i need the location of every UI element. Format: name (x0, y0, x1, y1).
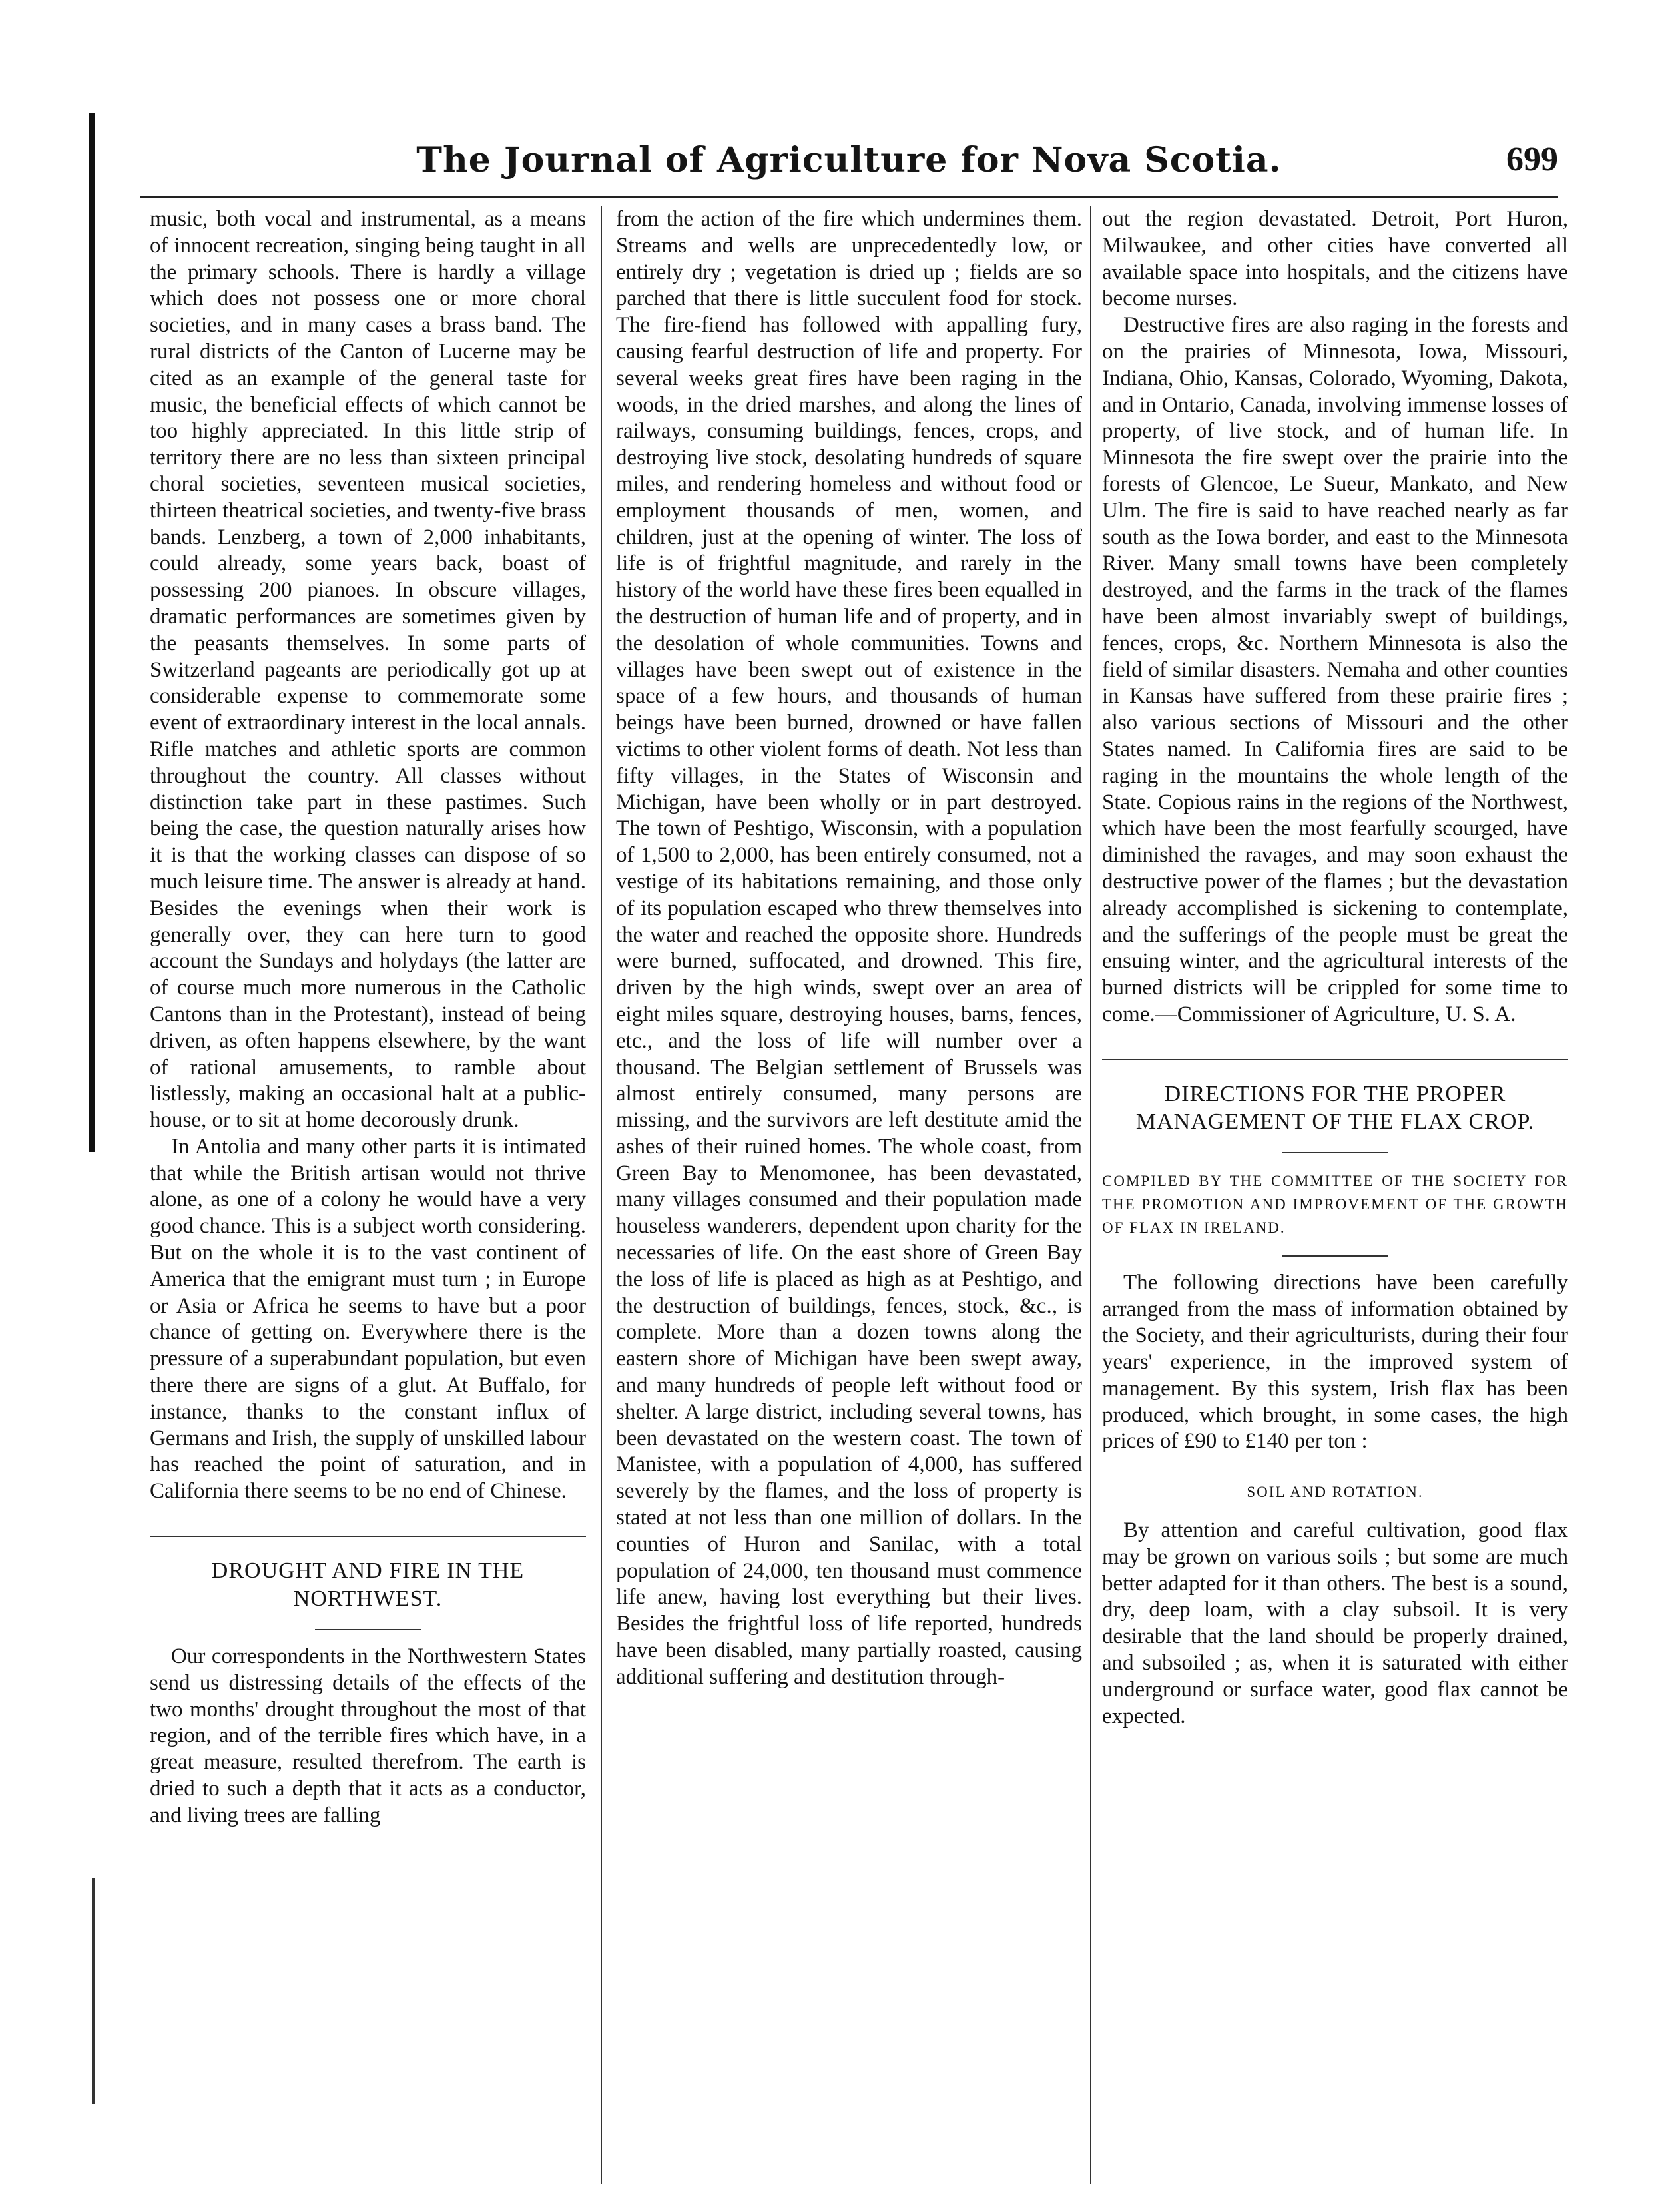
column-2 (616, 206, 1082, 2191)
paragraph: The following directions have been carefully arranged from the mass of information obtained by the Society, and their agriculturists, during their four years' experience, in the improved system of management. By this system, Irish flax has been produced, which brought, in some cases, the high prices of £90 to £140 per ton : (1102, 1270, 1568, 1454)
column-divider (601, 206, 602, 2184)
paragraph: Destructive fires are also raging in the forests and on the prairies of Minnesota, Iowa, Missouri, Indiana, Ohio, Kansas, Colorado, Wyoming, Dakota, and in Ontario, Canada, involving immense losses of property, of live stock, and of human life. In Minnesota the fire swept over the prairie into the forests of Glencoe, Le Sueur, Mankato, and New Ulm. The fire is said to have reached nearly as far south as the Iowa border, and east to the Minnesota River. Many small towns have been completely destroyed, and the farms in the track of the flames have been almost invariably swept of buildings, fences, crops, &c. Northern Minnesota is also the field of similar disasters. Nemaha and other counties in Kansas have suffered from these prairie fires ; also various sections of Missouri and the other States named. In California fires are said to be raging in the mountains the whole length of the State. Copious rains in the regions of the Northwest, which have been the most fearfully scourged, have diminished the ravages, and may soon exhaust the destructive power of the flames ; but the devastation already accomplished is sickening to contemplate, and the sufferings of the people must be great the ensuing winter, and the agricultural interests of the burned districts will be crippled for some time to come.—Commissioner of Agriculture, U. S. A. (1102, 313, 1568, 1026)
paragraph: Our correspondents in the Northwestern States send us distressing details of the effects of the two months' drought throughout the most of that region, and of the terrible fires which have, in a great measure, resulted therefrom. The earth is dried to such a depth that it acts as a conductor, and living trees are falling (150, 1644, 586, 1827)
section-rule (1102, 1059, 1568, 1060)
section-rule (150, 1536, 586, 1537)
paragraph: In Antolia and many other parts it is intimated that while the British artisan would not thrive alone, as one of a colony he would have a very good chance. This is a subject worth considering. But on the whole it is to the vast continent of America that the emigrant must turn ; in Europe or Asia or Africa he seems to have but a poor chance of getting on. Everywhere there is the pressure of a superabundant population, but even there there are signs of a glut. At Buffalo, for instance, thanks to the constant influx of Germans and Irish, the supply of unskilled labour has reached the point of saturation, and in California there seems to be no end of Chinese. (150, 1134, 586, 1504)
article-heading-flax: DIRECTIONS FOR THE PROPER MANAGEMENT OF THE FLAX CROP. (1135, 1081, 1535, 1134)
running-title: The Journal of Agriculture for Nova Scotia. (416, 140, 1282, 180)
heading-rule (315, 1629, 421, 1630)
section-heading-soil: SOIL AND ROTATION. (1247, 1484, 1424, 1501)
page-edge-shadow (89, 113, 95, 1152)
paragraph: out the region devastated. Detroit, Port Huron, Milwaukee, and other cities have converted all available space into hospitals, and the citizens have become nurses. (1102, 207, 1568, 311)
article-subheading: COMPILED BY THE COMMITTEE OF THE SOCIETY FOR THE PROMOTION AND IMPROVEMENT OF THE GROWTH OF FLAX IN IRELAND. (1102, 1172, 1568, 1236)
paragraph: from the action of the fire which undermines them. Streams and wells are unprecedentedly low, or entirely dry ; vegetation is dried up ; fields are so parched that there is little succulent food for stock. The fire-fiend has followed with appalling fury, causing fearful destruction of life and property. For several weeks great fires have been raging in the woods, in the dried marshes, and along the lines of railways, consuming buildings, fences, crops, and destroying live stock, desolating hundreds of square miles, and rendering homeless and without food or employment thousands of men, women, and children, just at the opening of winter. The loss of life is of frightful magnitude, and rarely in the history of the world have these fires been equalled in the destruction of human life and of property, and in the desolation of whole communities. Towns and villages have been swept out of existence in the space of a few hours, and thousands of human beings have been burned, drowned or have fallen victims to other violent forms of death. Not less than fifty villages, in the States of Wisconsin and Michigan, have been wholly or in part destroyed. The town of Peshtigo, Wisconsin, with a population of 1,500 to 2,000, has been entirely consumed, not a vestige of its habitations remaining, and those only of its population escaped who threw themselves into the water and reached the opposite shore. Hundreds were burned, suffocated, and drowned. This fire, driven by the high winds, swept over an area of eight miles square, destroying houses, barns, fences, etc., and the loss of life will number over a thousand. The Belgian settlement of Brussels was almost entirely consumed, many persons are missing, and the survivors are left destitute amid the ashes of their ruined homes. The whole coast, from Green Bay to Menomonee, has been devastated, many villages consumed and their population made houseless wanderers, dependent upon charity for the necessaries of life. On the east shore of Green Bay the loss of life is placed as high as at Peshtigo, and the destruction of buildings, fences, stock, &c., is complete. More than a dozen towns along the eastern shore of Michigan have been swept away, and many hundreds of people left without food or shelter. A large district, including several towns, has been devastated on the western coast. The town of Manistee, with a population of 4,000, has suffered severely by the flames, and the loss of property is stated at not less than one million of dollars. In the counties of Huron and Sanilac, with a total population of 24,000, ten thousand must commence life anew, having lost everything but their lives. Besides the frightful loss of life reported, hundreds have been disabled, many partially roasted, causing additional suffering and destitution through- (616, 207, 1082, 1689)
paragraph: music, both vocal and instrumental, as a means of innocent recreation, singing being taught in all the primary schools. There is hardly a village which does not possess one or more choral societies, and in many cases a brass band. The rural districts of the Canton of Lucerne may be cited as an example of the general taste for music, the beneficial effects of which cannot be too highly appreciated. In this little strip of territory there are no less than sixteen principal choral societies, seventeen musical societies, thirteen theatrical societies, and twenty-five brass bands. Lenzberg, a town of 2,000 inhabitants, could already, some years back, boast of possessing 200 pianoes. In obscure villages, dramatic performances are sometimes given by the peasants themselves. In some parts of Switzerland pageants are periodically got up at considerable expense to commemorate some event of extraordinary interest in the local annals. Rifle matches and athletic sports are common throughout the country. All classes without distinction take part in these pastimes. Such being the case, the question naturally arises how it is that the working classes can dispose of so much leisure time. The answer is already at hand. Besides the evenings when their work is generally over, they can here turn to good account the Sundays and holydays (the latter are of course much more numerous in the Catholic Cantons than in the Protestant), instead of being driven, as often happens elsewhere, by the want of rational amusements, to ramble about listlessly, making an occasional halt at a public-house, or to sit at home decorously drunk. (150, 207, 586, 1133)
heading-rule (1282, 1152, 1388, 1153)
page-number: 699 (1506, 141, 1558, 178)
page-header (140, 133, 1558, 193)
column-3 (1102, 206, 1568, 2191)
column-1 (150, 206, 586, 2191)
header-rule (140, 196, 1558, 198)
paragraph: By attention and careful cultivation, good flax may be grown on various soils ; but some are much better adapted for it than others. The best is a sound, dry, deep loam, with a clay subsoil. It is very desirable that the land should be properly drained, and subsoiled ; as, when it is saturated with either underground or surface water, good flax cannot be expected. (1102, 1518, 1568, 1728)
page-edge-marks (92, 1878, 95, 2104)
subheading-rule (1282, 1255, 1388, 1257)
column-divider (1090, 206, 1091, 2184)
article-heading-drought: DROUGHT AND FIRE IN THE NORTHWEST. (211, 1558, 525, 1612)
